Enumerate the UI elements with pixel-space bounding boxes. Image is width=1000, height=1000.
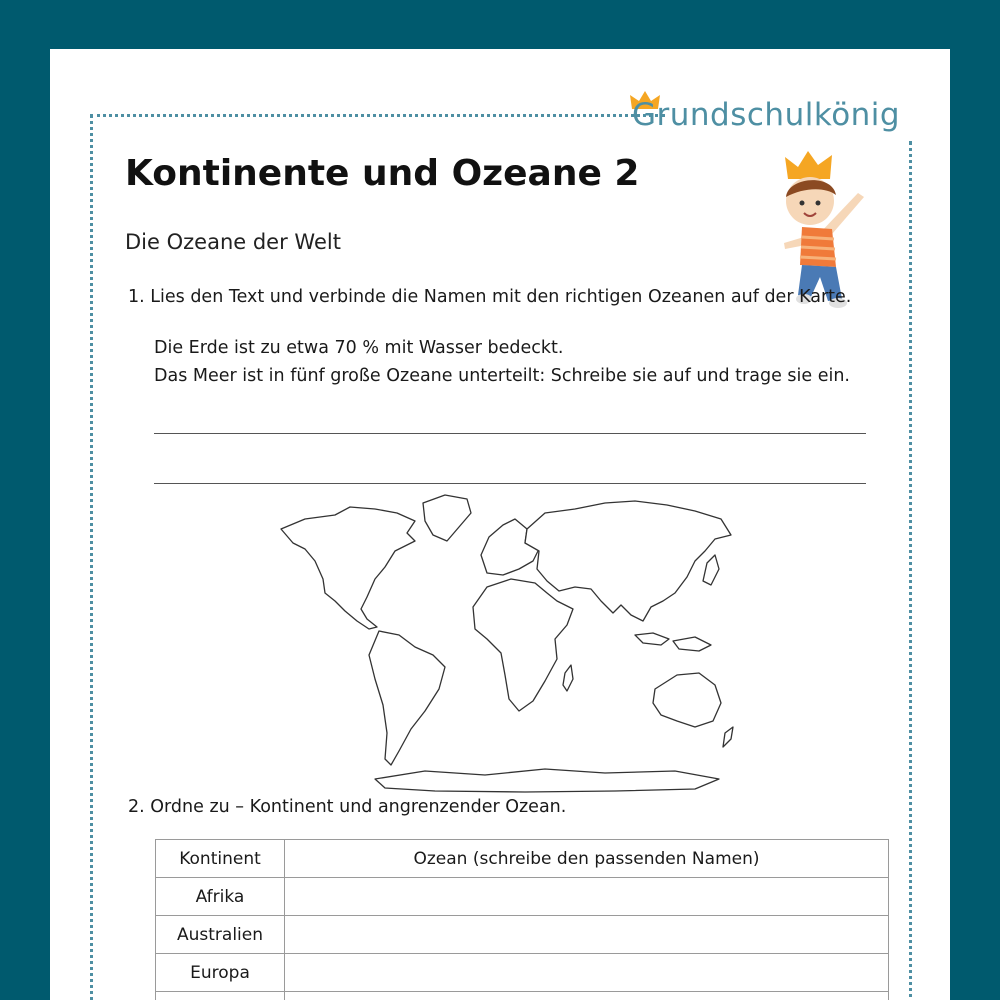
ocean-answer-cell[interactable] — [285, 916, 889, 954]
worksheet-page — [50, 49, 950, 1000]
task-1-instruction: 1. Lies den Text und verbinde die Namen mit den richtigen Ozeanen auf der Karte. — [128, 287, 852, 307]
worksheet-title: Kontinente und Ozeane 2 — [125, 153, 640, 194]
paragraph-line-1: Die Erde ist zu etwa 70 % mit Wasser bedeckt. — [154, 338, 564, 358]
table-row — [156, 878, 889, 916]
writing-line[interactable] — [154, 483, 866, 484]
table-row — [156, 916, 889, 954]
dotted-border-top — [90, 114, 665, 117]
continent-cell: Afrika — [156, 878, 285, 916]
brand-name: Grundschulkönig — [632, 97, 901, 133]
continent-cell — [156, 992, 285, 1000]
worksheet-subtitle: Die Ozeane der Welt — [125, 230, 341, 254]
brand-logo — [630, 91, 930, 141]
table-header-row — [156, 840, 889, 878]
writing-line[interactable] — [154, 433, 866, 434]
continent-ocean-table — [155, 839, 889, 1000]
continent-cell: Australien — [156, 916, 285, 954]
paragraph-line-2: Das Meer ist in fünf große Ozeane unterteilt: Schreibe sie auf und trage sie ein. — [154, 366, 850, 386]
continent-cell: Europa — [156, 954, 285, 992]
column-header-ocean: Ozean (schreibe den passenden Namen) — [285, 840, 889, 878]
ocean-answer-cell[interactable] — [285, 878, 889, 916]
table-row — [156, 992, 889, 1000]
king-kid-illustration — [780, 149, 880, 309]
table-row — [156, 954, 889, 992]
dotted-border-right — [909, 141, 912, 1000]
world-map-outline — [275, 489, 735, 794]
task-2-instruction: 2. Ordne zu – Kontinent und angrenzender Ozean. — [128, 797, 567, 817]
ocean-answer-cell[interactable] — [285, 992, 889, 1000]
ocean-answer-cell[interactable] — [285, 954, 889, 992]
dotted-border-left — [90, 114, 93, 1000]
column-header-continent: Kontinent — [156, 840, 285, 878]
